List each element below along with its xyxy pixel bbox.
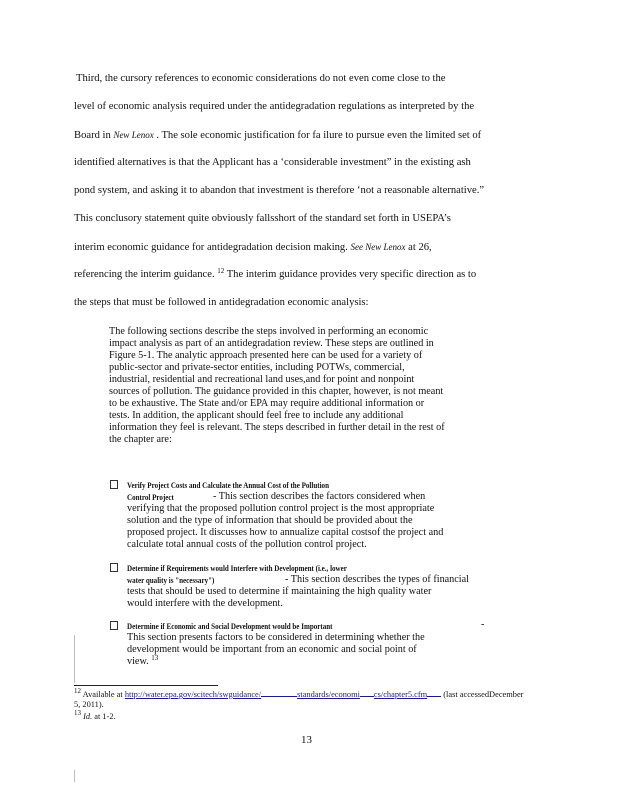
footnote-text: Available at [82, 690, 125, 699]
bullet-text: would interfere with the development. [127, 598, 283, 609]
footnote-link[interactable]: http://water.epa.gov/scitech/swguidance/ [124, 690, 262, 699]
bullet-text: verifying that the proposed pollution control project is the most appropriate [127, 503, 435, 514]
link-gap [261, 696, 297, 697]
body-line [74, 129, 481, 142]
body-line: identified alternatives is that the Applicant has a ‘considerable investment” in the existing ash [74, 157, 471, 168]
bullet-box-icon [110, 621, 118, 630]
quote-line: Figure 5-1. The analytic approach presented here can be used for a variety of [109, 350, 423, 361]
link-gap [427, 696, 441, 697]
footnote-ref: 12 [217, 267, 225, 275]
quote-line: public-sector and private-sector entities, including POTWs, commercial, [109, 362, 405, 373]
bullet-heading: Determine if Economic and Social Development would be Important [127, 621, 333, 631]
bullet-text: view. [127, 656, 152, 667]
bullet-text [127, 656, 158, 669]
body-line: Third, the cursory references to economic considerations do not even come close to the [76, 73, 446, 84]
footnote-12-cont: 5, 2011). [74, 700, 104, 709]
footnote-number: 13 [74, 709, 81, 717]
body-line: the steps that must be followed in antidegradation economic analysis: [74, 297, 369, 308]
footnote-link[interactable]: standards/economi [297, 690, 360, 699]
bullet-text: This section presents factors to be considered in determining whether the [127, 632, 425, 643]
bullet-heading: Verify Project Costs and Calculate the Annual Cost of the Pollution [127, 480, 330, 490]
link-gap [360, 696, 374, 697]
body-line [74, 269, 476, 281]
footnote-text: at 1-2. [92, 712, 116, 721]
case-name: New Lenox [113, 130, 154, 140]
bullet-text: development would be important from an economic and social point of [127, 644, 417, 655]
bullet-box-icon [110, 480, 118, 489]
bullet-box-icon [110, 563, 118, 572]
case-citation: See New Lenox [350, 242, 406, 252]
footnote-text: Id. [83, 712, 93, 721]
quote-line: sources of pollution. The guidance provided in this chapter, however, is not meant [109, 386, 444, 397]
body-text: Board in [74, 130, 114, 141]
bullet-heading: water quality is "necessary") [127, 575, 215, 585]
bullet-heading: Control Project [127, 492, 174, 502]
footnote-13 [74, 709, 116, 722]
quote-line: to be exhaustive. The State and/or EPA may require additional information or [109, 398, 425, 409]
bullet-text: calculate total annual costs of the pollution control project. [127, 539, 367, 550]
body-text: at 26, [405, 242, 432, 253]
body-text: . The sole economic justification for fa ilure to pursue even the limited set of [153, 130, 482, 141]
body-line: pond system, and asking it to abandon that investment is therefore ‘not a reasonable alternative.” [74, 185, 485, 196]
footnote-number: 12 [74, 687, 81, 695]
bullet-heading: Determine if Requirements would Interfere with Development (i.e., lower [127, 563, 347, 573]
quote-line: impact analysis as part of an antidegradation review. These steps are outlined in [109, 338, 434, 349]
margin-mark [74, 770, 75, 782]
footnote-link[interactable]: cs/chapter5.cfm [373, 690, 428, 699]
quote-line: tests. In addition, the applicant should feel free to include any additional [109, 410, 404, 421]
margin-mark [74, 635, 75, 683]
body-text: The interim guidance provides very specific direction as to [224, 269, 477, 280]
quote-line: The following sections describe the steps involved in performing an economic [109, 326, 429, 337]
body-text: interim economic guidance for antidegradation decision making. [74, 242, 351, 253]
footnote-ref: 13 [151, 654, 159, 662]
body-text: referencing the interim guidance. [74, 269, 218, 280]
footnote-rule [74, 685, 218, 686]
quote-line: the chapter are: [109, 434, 172, 445]
footnote-12 [74, 687, 524, 700]
bullet-heading: - [481, 619, 485, 630]
bullet-text: proposed project. It discusses how to annualize capital costsof the project and [127, 527, 444, 538]
quote-line: industrial, residential and recreational land uses,and for point and nonpoint [109, 374, 415, 385]
bullet-text: tests that should be used to determine if maintaining the high quality water [127, 586, 432, 597]
body-line: This conclusory statement quite obviously fallsshort of the standard set forth in USEPA’s [74, 213, 451, 224]
quote-line: information they feel is relevant. The steps described in further detail in the rest of [109, 422, 445, 433]
bullet-text: - This section describes the factors considered when [213, 491, 426, 502]
footnote-text: (last accessedDecember [441, 690, 524, 699]
bullet-text: solution and the type of information that should be provided about the [127, 515, 413, 526]
body-line [74, 241, 432, 254]
body-line: level of economic analysis required under the antidegradation regulations as interpreted by the [74, 101, 475, 112]
page-number: 13 [301, 734, 312, 746]
bullet-text: - This section describes the types of financial [285, 574, 469, 585]
